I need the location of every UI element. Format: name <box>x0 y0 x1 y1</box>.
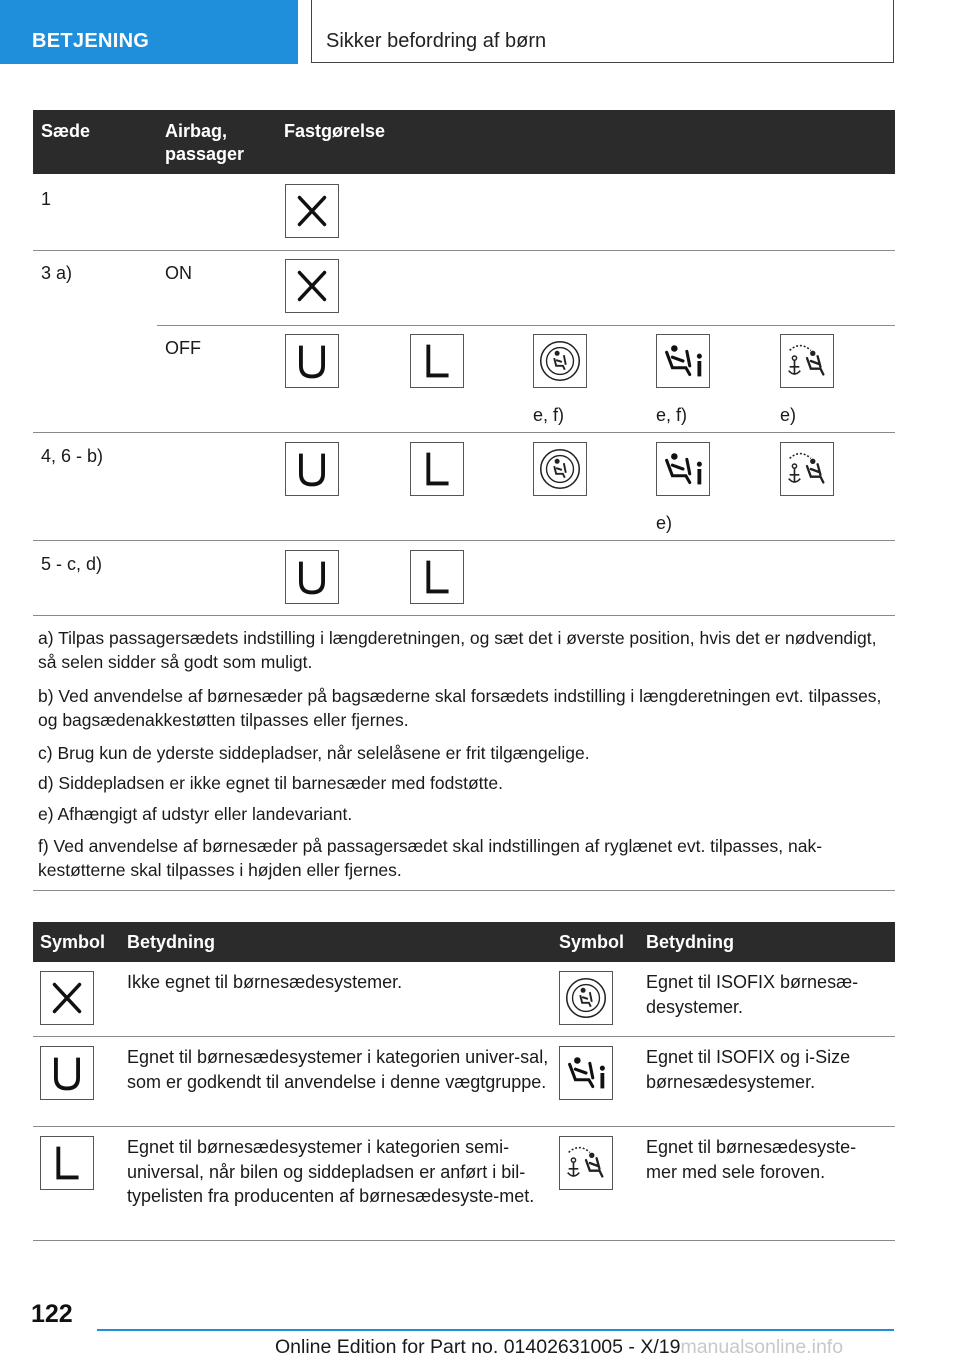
universal-u-icon <box>40 1046 94 1100</box>
footnote-d: d) Siddepladsen er ikke egnet til barnesæder med fodstøtte. <box>38 773 503 793</box>
row-divider <box>33 1126 895 1127</box>
meaning-isofix-isize: Egnet til ISOFIX og i-Size børnesædesystemer. <box>646 1047 851 1092</box>
note-label: e, f) <box>533 405 565 425</box>
col-meaning: Betydning <box>127 932 215 952</box>
row1-seat: 1 <box>41 189 52 209</box>
cross-icon <box>285 184 339 238</box>
universal-u-icon <box>285 442 339 496</box>
isofix-icon <box>533 442 587 496</box>
footnote-a: a) Tilpas passagersædets indstilling i længderetningen, og sæt det i øverste position, hvis det er nødvendigt, så selen sidder så godt som muligt. <box>38 628 877 672</box>
semi-universal-l-icon <box>410 334 464 388</box>
row-divider <box>33 250 895 251</box>
chapter-title: Sikker befordring af børn <box>326 30 547 52</box>
isofix-icon <box>533 334 587 388</box>
isofix-isize-icon <box>656 442 710 496</box>
cross-icon <box>285 259 339 313</box>
note-label: e) <box>656 513 673 533</box>
isofix-isize-icon <box>656 334 710 388</box>
row-divider <box>33 432 895 433</box>
semi-universal-l-icon <box>410 442 464 496</box>
top-tether-icon <box>559 1136 613 1190</box>
row-divider <box>33 615 895 616</box>
watermark: manualsonline.info <box>680 1336 844 1358</box>
universal-u-icon <box>285 334 339 388</box>
footer-edition <box>275 1336 843 1359</box>
row-divider <box>33 1036 895 1037</box>
row2-airbag: ON <box>165 263 192 283</box>
col-airbag: Airbag, passager <box>165 121 245 164</box>
row2b-airbag: OFF <box>165 338 201 358</box>
meaning-top-tether: Egnet til børnesædesyste-mer med sele foroven. <box>646 1137 857 1182</box>
semi-universal-l-icon <box>410 550 464 604</box>
row-divider <box>33 540 895 541</box>
footnotes-divider <box>33 890 895 891</box>
page-number: 122 <box>31 1300 73 1328</box>
col-symbol: Symbol <box>40 932 106 952</box>
meaning-semi-universal: Egnet til børnesædesystemer i kategorien semi-universal, når bilen og siddepladsen er anført i bil-typelisten fra producenten af børnesædesyste-met. <box>127 1137 535 1206</box>
table2-header <box>33 922 895 962</box>
chapter-title-box <box>311 0 894 63</box>
footer-rule <box>97 1329 894 1331</box>
footnote-e: e) Afhængigt af udstyr eller landevariant. <box>38 804 353 824</box>
top-tether-icon <box>780 442 834 496</box>
table1-header <box>33 110 895 174</box>
cross-icon <box>40 971 94 1025</box>
row2-seat: 3 a) <box>41 263 73 283</box>
col-fastening: Fastgørelse <box>284 121 386 141</box>
meaning-isofix: Egnet til ISOFIX børnesæ-desystemer. <box>646 972 859 1017</box>
top-tether-icon <box>780 334 834 388</box>
isofix-isize-icon <box>559 1046 613 1100</box>
row4-seat: 5 - c, d) <box>41 554 103 574</box>
row3-seat: 4, 6 - b) <box>41 446 104 466</box>
isofix-icon <box>559 971 613 1025</box>
footnote-f: f) Ved anvendelse af børnesæder på passagersædet skal indstillingen af ryglænet evt. tilpasses, nak-kestøtterne skal tilpasses i højden eller fjernes. <box>38 836 823 880</box>
table2-bottom-rule <box>33 1240 895 1241</box>
note-label: e) <box>780 405 797 425</box>
edition-text: Online Edition for Part no. 01402631005 - X/19 <box>275 1336 681 1358</box>
footnote-c: c) Brug kun de yderste siddepladser, når selelåsene er frit tilgængelige. <box>38 743 590 763</box>
col-symbol-2: Symbol <box>559 932 625 952</box>
semi-universal-l-icon <box>40 1136 94 1190</box>
section-tab <box>0 0 298 64</box>
universal-u-icon <box>285 550 339 604</box>
row-divider <box>157 325 895 326</box>
meaning-cross: Ikke egnet til børnesædesystemer. <box>127 972 403 992</box>
col-meaning-2: Betydning <box>646 932 734 952</box>
meaning-universal: Egnet til børnesædesystemer i kategorien univer-sal, som er godkendt til anvendelse i denne vægtgruppe. <box>127 1047 549 1092</box>
note-label: e, f) <box>656 405 688 425</box>
section-label: BETJENING <box>32 30 150 52</box>
footnote-b: b) Ved anvendelse af børnesæder på bagsæderne skal forsædets indstilling i længderetningen evt. tilpasses, og bagsædenakkestøtten tilpasses eller fjernes. <box>38 686 882 730</box>
col-seat: Sæde <box>41 121 91 141</box>
